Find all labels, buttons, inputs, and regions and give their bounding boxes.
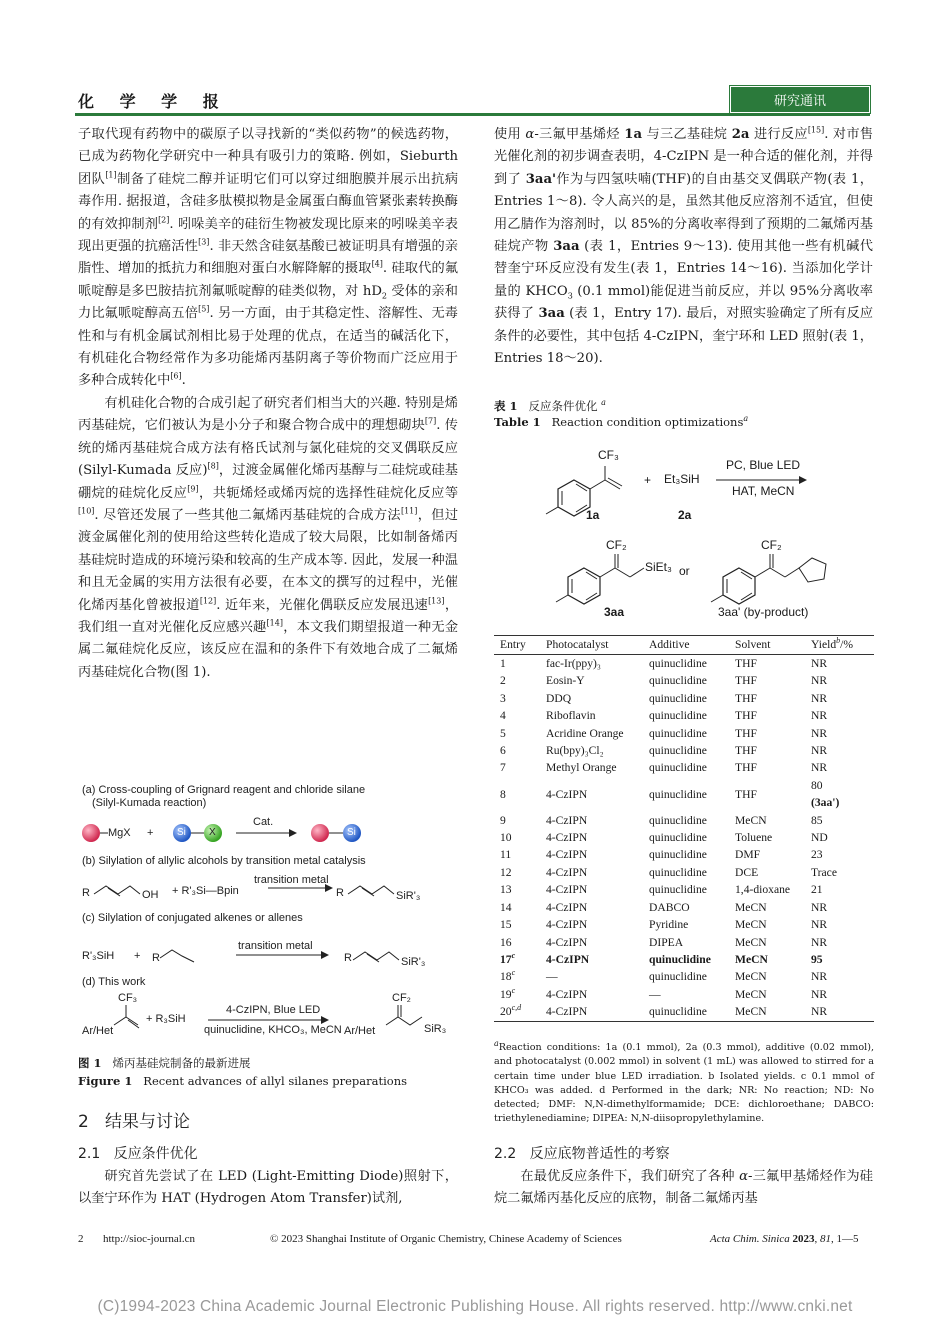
table-cell-yld: NR [811, 744, 828, 758]
table-cell-yld: Trace [811, 865, 837, 879]
table-cell-add: quinuclidine [649, 674, 707, 688]
table-cell-yld: NR [811, 987, 828, 1001]
col-additive: Additive [649, 636, 735, 655]
table-cell-pc: 4-CzIPN [546, 848, 588, 862]
table-cell-yld: NR [811, 1003, 874, 1021]
table-row [494, 934, 874, 951]
table-cell-pc: 4-CzIPN [546, 1003, 649, 1021]
fig-d-cond1: 4-CzIPN, Blue LED [226, 1004, 321, 1016]
fig-d-cond2: quinuclidine, KHCO₃, MeCN [204, 1024, 342, 1036]
fig-plus: + [147, 827, 154, 839]
section-tag: 研究通讯 [730, 86, 870, 113]
header-rule [75, 113, 870, 116]
table-cell-entry: 12 [500, 865, 512, 879]
table-cell-pc: 4-CzIPN [546, 987, 588, 1001]
fig-c-prod: SiR'₃ [401, 956, 426, 968]
table-cell-sol: MeCN [735, 935, 767, 949]
table-cell-pc: 4-CzIPN [546, 831, 588, 845]
fig-c-cond: transition metal [238, 940, 313, 952]
fig-cat: Cat. [253, 816, 274, 828]
table-cell-yld: NR [811, 657, 828, 670]
scheme-label-2a: 2a [678, 508, 692, 522]
scheme-cf2-b: CF₂ [761, 538, 782, 552]
table-cell-entry: 7 [500, 761, 506, 775]
table-cell-entry: 1 [500, 657, 506, 670]
table-cell-entry: 3 [500, 691, 506, 705]
table-row [494, 690, 874, 707]
scheme-label-1a: 1a [586, 508, 600, 522]
table-cell-add: quinuclidine [649, 952, 711, 966]
table-cell-sol: MeCN [735, 900, 767, 914]
table-cell-sol: MeCN [735, 1003, 811, 1021]
table-cell-pc: 4-CzIPN [546, 952, 590, 966]
table-row [494, 777, 874, 812]
table-row [494, 829, 874, 846]
table-cell-add: quinuclidine [649, 848, 707, 862]
fig-b-cond: transition metal [254, 874, 329, 886]
fig-b-r2: R [336, 887, 344, 899]
fig-x-text: X [209, 827, 216, 838]
scheme-graphics [494, 440, 874, 630]
table-cell-add: DABCO [649, 900, 690, 914]
fig-b-reagent: + R'₃Si—Bpin [172, 885, 239, 897]
table-1-caption-cn: 表 1 反应条件优化 $^a$ [494, 398, 606, 413]
table-cell-sol: MeCN [735, 970, 767, 984]
table-cell-pc: Acridine Orange [546, 726, 624, 740]
fig-d-reagent: + R₃SiH [146, 1013, 186, 1025]
paragraph: 子取代现有药物中的碳原子以寻找新的“类似药物”的候选药物，已成为药物化学研究中一种具有吸引力的策略. 例如，Sieburth 团队[1]制备了硅烷二醇并证明它们可以穿过细胞膜并展示出抗病毒作用. 据报道，含硅多肽模拟物是金属蛋白酶血管紧张素转换酶的有效抑制剂[2]. 吲哚美辛的硅衍生物被发现比原来的吲哚美辛表现出更强的抗癌活性[3]. 非天然含硅氨基酸已被证明具有增强的亲脂性、增加的抵抗力和细胞对蛋白水解降解的摄取[4]. 硅取代的氟哌啶醇是多巴胺拮抗剂氟哌啶醇的硅类似物，对 $hD_2$ 受体的亲和力比氟哌啶醇高五倍[5]. 另一方面，由于其稳定性、溶解性、无毒性和与有机金属试剂相比易于处理的优点，在适当的碱活化下，有机硅化合物经常作为多功能烯丙基阴离子等价物而广泛应用于多种合成转化中[6]. [78, 127, 459, 389]
table-cell-pc: — [546, 970, 558, 984]
table-cell-add: quinuclidine [649, 831, 707, 845]
table-cell-yld: 80 (3aa') [811, 778, 840, 810]
table-cell-sol: THF [735, 744, 757, 758]
table-cell-pc: 4-CzIPN [546, 935, 588, 949]
right-column [494, 124, 873, 370]
fig-b-oh: OH [142, 889, 159, 901]
table-cell-sol: MeCN [735, 813, 767, 827]
col-photocatalyst: Photocatalyst [546, 636, 649, 655]
table-cell-pc: 4-CzIPN [546, 918, 588, 932]
scheme-cf2-a: CF₂ [606, 538, 627, 552]
fig-panel-c-label: (c) Silylation of conjugated alkenes or allenes [82, 912, 303, 924]
scheme-cond-top: PC, Blue LED [726, 458, 801, 472]
fig-si-text-product: Si [347, 827, 356, 838]
footer-copyright: © 2023 Shanghai Institute of Organic Chemistry, Chinese Academy of Sciences [270, 1233, 622, 1245]
table-cell-sol: THF [735, 761, 757, 775]
fig-si-text: Si [177, 827, 186, 838]
table-cell-pc: fac-Ir(ppy)₃ [546, 657, 601, 670]
table-cell-entry: 18$^c$ [500, 968, 516, 984]
fig-d-arhet: Ar/Het [82, 1025, 114, 1037]
table-cell-pc: Eosin-Y [546, 674, 585, 688]
table-1-caption-en: Table 1 Reaction condition optimizations$^a$ [494, 414, 749, 429]
table-cell-add: DIPEA [649, 935, 684, 949]
table-cell-add: quinuclidine [649, 761, 707, 775]
table-row [494, 846, 874, 863]
table-cell-sol: THF [735, 657, 757, 670]
cnki-copyright: (C)1994-2023 China Academic Journal Electronic Publishing House. All rights reserved. http://www.cnki.net [97, 1298, 853, 1315]
table-cell-add: quinuclidine [649, 709, 707, 723]
table-cell-sol: Toluene [735, 831, 773, 845]
table-row [494, 864, 874, 881]
table-row [494, 812, 874, 829]
table-cell-sol: THF [735, 726, 757, 740]
table-cell-yld: NR [811, 900, 828, 914]
table-cell-add: quinuclidine [649, 744, 707, 758]
paragraph: 使用 α-三氟甲基烯烃 1a 与三乙基硅烷 2a 进行反应[15]. 对市售光催化剂的初步调查表明，4-CzIPN 是一种合适的催化剂，并得到了 3aa'作为与四氢呋喃(THF)的自由基交叉偶联产物(表 1，Entries 1～8). 令人高兴的是，虽然其他反应溶剂不适宜，但使用乙腈作为溶剂时，以 85%的分离收率得到了预期的二氟烯丙基硅烷产物 3aa (表 1，Entries 9～13). 使用其他一些有机碱代替奎宁环反应没有发生(表 1，Entries 14～16). 当添加化学计量的 $KHCO_3$ (0.1 mmol)能促进当前反应，并以 95%分离收率获得了 3aa (表 1，Entry 17). 最后，对照实验确定了所有反应条件的必要性，其中包括 4-CzIPN，奎宁环和 LED 照射(表 1，Entries 18～20). [494, 125, 874, 367]
footer-page-number: 2 [78, 1233, 84, 1245]
table-cell-sol: THF [735, 787, 757, 801]
table-cell-pc: DDQ [546, 691, 572, 705]
table-row [494, 742, 874, 759]
table-cell-entry: 4 [500, 709, 506, 723]
table-row [494, 986, 874, 1003]
fig-d-prod: SiR₃ [424, 1023, 447, 1035]
table-cell-sol: THF [735, 691, 757, 705]
section-2-heading: 2 结果与讨论 [78, 1112, 191, 1132]
table-cell-sol: MeCN [735, 987, 767, 1001]
table-row [494, 672, 874, 689]
mg-ball-product [311, 824, 329, 842]
table-cell-yld: NR [811, 674, 828, 688]
table-cell-pc: 4-CzIPN [546, 865, 588, 879]
footer-url[interactable]: http://sioc-journal.cn [103, 1233, 195, 1245]
table-row [494, 899, 874, 916]
table-cell-entry: 6 [500, 744, 506, 758]
table-cell-entry: 20$^{c,d}$ [494, 1003, 546, 1021]
table-row [494, 759, 874, 776]
table-cell-entry: 15 [500, 918, 512, 932]
table-cell-add: quinuclidine [649, 970, 707, 984]
section-2-2-heading: 2.2 反应底物普适性的考察 [494, 1146, 670, 1162]
table-cell-yld: NR [811, 709, 828, 723]
table-cell-yld: NR [811, 918, 828, 932]
section-2-1-text: 研究首先尝试了在 LED (Light-Emitting Diode)照射下，以奎宁环作为 HAT (Hydrogen Atom Transfer)试剂, [78, 1169, 458, 1207]
table-cell-entry: 5 [500, 726, 506, 740]
col-solvent: Solvent [735, 636, 811, 655]
fig-panel-b-label: (b) Silylation of allylic alcohols by transition metal catalysis [82, 855, 366, 867]
figure-1-caption-cn: 图 1 烯丙基硅烷制备的最新进展 [78, 1056, 251, 1070]
table-cell-yld: 95 [811, 952, 823, 966]
table-cell-add: quinuclidine [649, 787, 707, 801]
table-cell-entry: 11 [500, 848, 512, 862]
table-row [494, 707, 874, 724]
table-cell-pc: Ru(bpy)₃Cl₂ [546, 744, 604, 758]
scheme-siet3: SiEt₃ [645, 560, 672, 574]
fig-d-arhet2: Ar/Het [344, 1025, 376, 1037]
fig-c-r2: R [344, 952, 352, 964]
table-1 [494, 635, 874, 1022]
table-cell-pc: Methyl Orange [546, 761, 617, 775]
table-cell-sol: MeCN [735, 918, 767, 932]
table-cell-yld: NR [811, 726, 828, 740]
table-cell-yld: 23 [811, 848, 823, 862]
table-cell-entry: 9 [500, 813, 506, 827]
fig-d-cf2: CF₂ [392, 992, 411, 1004]
journal-title: 化 学 学 报 [78, 92, 229, 111]
figure-1-caption-en: Figure 1 Recent advances of allyl silanes preparations [78, 1074, 407, 1088]
section-2-2-text: 在最优反应条件下，我们研究了各种 α-三氟甲基烯烃作为硅烷二氟烯丙基化反应的底物，制备二氟烯丙基 [494, 1169, 873, 1207]
fig-panel-a-sub: (Silyl-Kumada reaction) [92, 797, 207, 809]
table-cell-entry: 19$^c$ [500, 985, 516, 1001]
col-entry: Entry [494, 636, 546, 655]
table-cell-pc: 4-CzIPN [546, 813, 588, 827]
table-cell-sol: THF [735, 709, 757, 723]
figure-1 [78, 780, 470, 1042]
scheme-or: or [679, 564, 690, 578]
table-row [494, 968, 874, 985]
table-cell-entry: 10 [500, 831, 512, 845]
scheme-cond-bottom: HAT, MeCN [732, 484, 795, 498]
table-cell-yld: 85 [811, 813, 823, 827]
table-header-row [494, 636, 874, 655]
table-cell-entry: 8 [500, 787, 506, 801]
scheme-plus: + [644, 473, 652, 487]
table-row [494, 1003, 874, 1021]
fig-panel-d-label: (d) This work [82, 976, 146, 988]
table-cell-add: quinuclidine [649, 726, 707, 740]
table-cell-entry: 13 [500, 883, 512, 897]
table-row [494, 951, 874, 968]
table-row [494, 655, 874, 673]
table-cell-yld: ND [811, 831, 828, 845]
table-cell-sol: MeCN [735, 952, 768, 966]
table-row [494, 725, 874, 742]
table-cell-add: quinuclidine [649, 865, 707, 879]
table-cell-pc: 4-CzIPN [546, 883, 588, 897]
table-cell-add: Pyridine [649, 918, 689, 932]
fig-c-plus: + [134, 950, 141, 962]
table-cell-sol: DCE [735, 865, 759, 879]
table-cell-add: quinuclidine [649, 883, 707, 897]
table-cell-entry: 16 [500, 935, 512, 949]
table-1-footnote: $^a$Reaction conditions: 1a (0.1 mmol), 2a (0.3 mmol), additive (0.02 mmol), and photocatalyst (0.002 mmol) in solvent (1 mL) was allowed to stirred for a certain time under blue LED irradiation. b Isolated yields. c 0.1 mmol of KHCO₃ was added. d Performed in the dark; NR: No reaction; ND: No detected; DMF: N,N-dimethylformamide; DCE: dichloroethane; DABCO: triethylenediamine; DIPEA: N,N-diisopropylethylamine. [494, 1038, 874, 1125]
table-row [494, 881, 874, 898]
scheme-cf3: CF₃ [598, 448, 619, 462]
footer-citation: Acta Chim. Sinica 2023, 81, 1—5 [710, 1233, 859, 1245]
table-cell-yld: 21 [811, 883, 823, 897]
table-cell-entry: 14 [500, 900, 512, 914]
table-cell-sol: DMF [735, 848, 761, 862]
table-cell-entry: 2 [500, 674, 506, 688]
table-cell-yld: NR [811, 691, 828, 705]
table-cell-add: quinuclidine [649, 657, 707, 670]
scheme-label-3aa: 3aa [604, 605, 625, 619]
table-cell-sol: THF [735, 674, 757, 688]
fig-panel-a-label: (a) Cross-coupling of Grignard reagent and chloride silane [82, 784, 366, 796]
section-2-1-heading: 2.1 反应条件优化 [78, 1146, 198, 1162]
table-cell-yld: NR [811, 761, 828, 775]
table-cell-sol: 1,4-dioxane [735, 883, 791, 897]
table-cell-add: quinuclidine [649, 691, 707, 705]
fig-d-cf3: CF₃ [118, 992, 138, 1004]
table-cell-add: quinuclidine [649, 813, 707, 827]
fig-b-r: R [82, 887, 90, 899]
left-column [78, 124, 458, 684]
col-yield: Yield$^b$/% [811, 636, 874, 655]
scheme-label-3aap: 3aa' (by-product) [718, 605, 809, 619]
table-cell-yld: NR [811, 970, 828, 984]
fig-mgx: MgX [108, 827, 131, 839]
table-cell-pc: Riboflavin [546, 709, 596, 723]
table-cell-entry: 17$^c$ [500, 951, 516, 966]
reaction-scheme [494, 440, 874, 630]
fig-c-r: R [152, 952, 160, 964]
paragraph: 有机硅化合物的合成引起了研究者们相当大的兴趣. 特别是烯丙基硅烷，它们被认为是小分子和聚合物合成中的理想砌块[7]. 传统的烯丙基硅烷合成方法有格氏试剂与氯化硅烷的交叉偶联反应(Silyl-Kumada 反应)[8]，过渡金属催化烯丙基醇与二硅烷或硅基硼烷的硅烷化反应[9]，共轭烯烃或烯丙烷的选择性硅烷化反应等[10]. 尽管还发展了一些其他二氟烯丙基硅烷的合成方法[11]，但过渡金属催化剂的使用给这些转化造成了较大局限，比如制备烯丙基硅烷时造成的环境污染和较高的生产成本等. 因此，发展一种温和且无金属的实用方法很有必要，在本文的撰写的过程中，光催化烯丙基化曾被报道[12]. 近年来，光催化偶联反应发展迅速[13]，我们组一直对光催化反应感兴趣[14]，本文我们期望报道一种无金属二氟硅烷化反应，该反应在温和的条件下有效地合成了二氟烯丙基硅烷化合物(图 1). [78, 395, 459, 680]
table-cell-pc: 4-CzIPN [546, 787, 588, 801]
table-cell-pc: 4-CzIPN [546, 900, 588, 914]
mg-ball [82, 824, 100, 842]
fig-b-prod: SiR'₃ [396, 890, 421, 902]
fig-c-reagent: R'₃SiH [82, 950, 115, 962]
table-row [494, 916, 874, 933]
table-cell-add: quinuclidine [649, 1003, 735, 1021]
scheme-silane: Et₃SiH [664, 472, 700, 486]
table-cell-add: — [649, 987, 661, 1001]
table-cell-yld: NR [811, 935, 828, 949]
